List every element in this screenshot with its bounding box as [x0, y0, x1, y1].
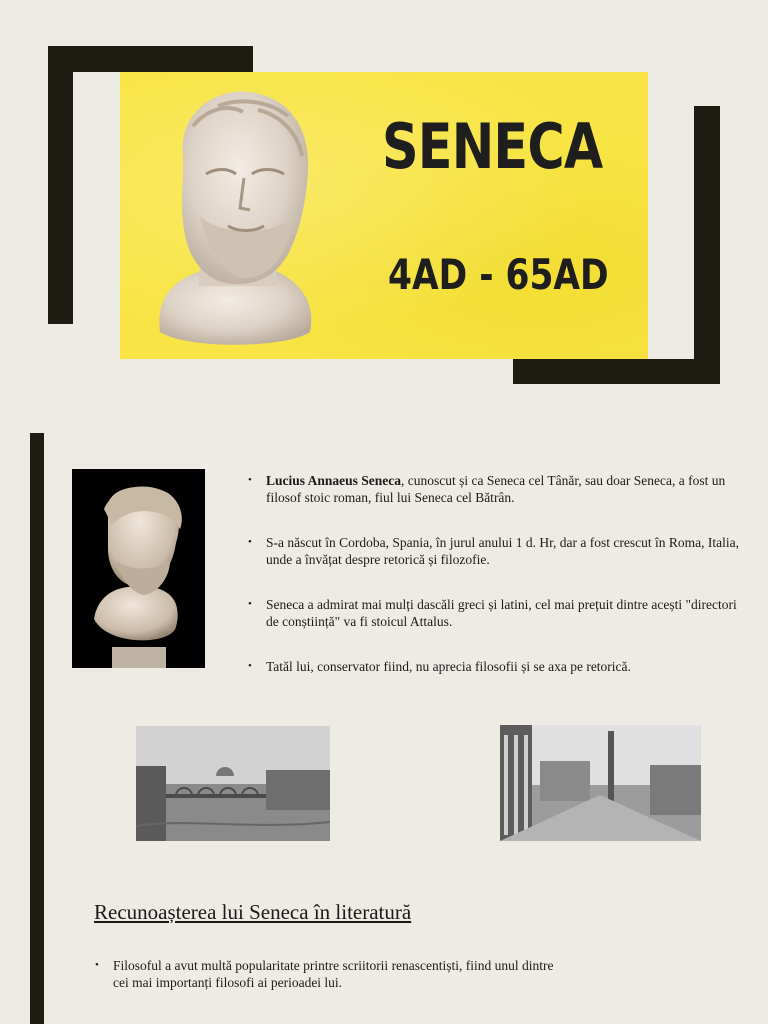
literature-section-title: Recunoașterea lui Seneca în literatură	[94, 900, 412, 924]
banner-title: SENECA	[382, 110, 603, 183]
literature-item	[95, 957, 565, 991]
frame-bar-left	[48, 46, 73, 324]
bio-item-bold: Lucius Annaeus Seneca	[266, 473, 402, 488]
bio-item-text: Seneca a admirat mai mulți dascăli greci și latini, cel mai prețuit dintre acești "directori de conștiință" va fi stoicul Attalus.	[266, 597, 737, 629]
bio-item-text: Tatăl lui, conservator fiind, nu aprecia filosofii și se axa pe retorică.	[266, 659, 631, 674]
engraving-illustration-1	[136, 726, 330, 841]
page-side-bar	[30, 433, 44, 1024]
seneca-bust-photo	[72, 469, 205, 668]
bio-item-text: S-a născut în Cordoba, Spania, în jurul anului 1 d. Hr, dar a fost crescut în Roma, Italia, unde a învățat despre retorică și filozofie.	[266, 535, 739, 567]
title-banner	[120, 72, 648, 359]
seneca-bust-image	[148, 86, 323, 352]
frame-bar-right	[694, 106, 720, 384]
bust-illustration	[72, 469, 205, 668]
bio-item	[248, 534, 748, 568]
banner-years: 4AD - 65AD	[388, 250, 609, 299]
frame-bar-bottom-right	[513, 359, 720, 384]
river-bridge-engraving	[136, 726, 330, 841]
literature-item-text: Filosoful a avut multă popularitate printre scriitorii renascentiști, fiind unul dintre cei mai importanți filosofi ai perioadei lui.	[113, 958, 554, 990]
bio-list	[248, 472, 748, 675]
roman-forum-engraving	[500, 725, 701, 841]
literature-list	[95, 957, 565, 991]
bio-item	[248, 472, 748, 506]
bio-item-text: , cunoscut și ca Seneca cel Tânăr, sau doar Seneca, a fost un filosof stoic roman, fiul lui Seneca cel Bătrân.	[266, 473, 726, 505]
frame-bar-top-left	[48, 46, 253, 72]
bio-item	[248, 658, 748, 675]
engraving-illustration-2	[500, 725, 701, 841]
bio-item	[248, 596, 748, 630]
